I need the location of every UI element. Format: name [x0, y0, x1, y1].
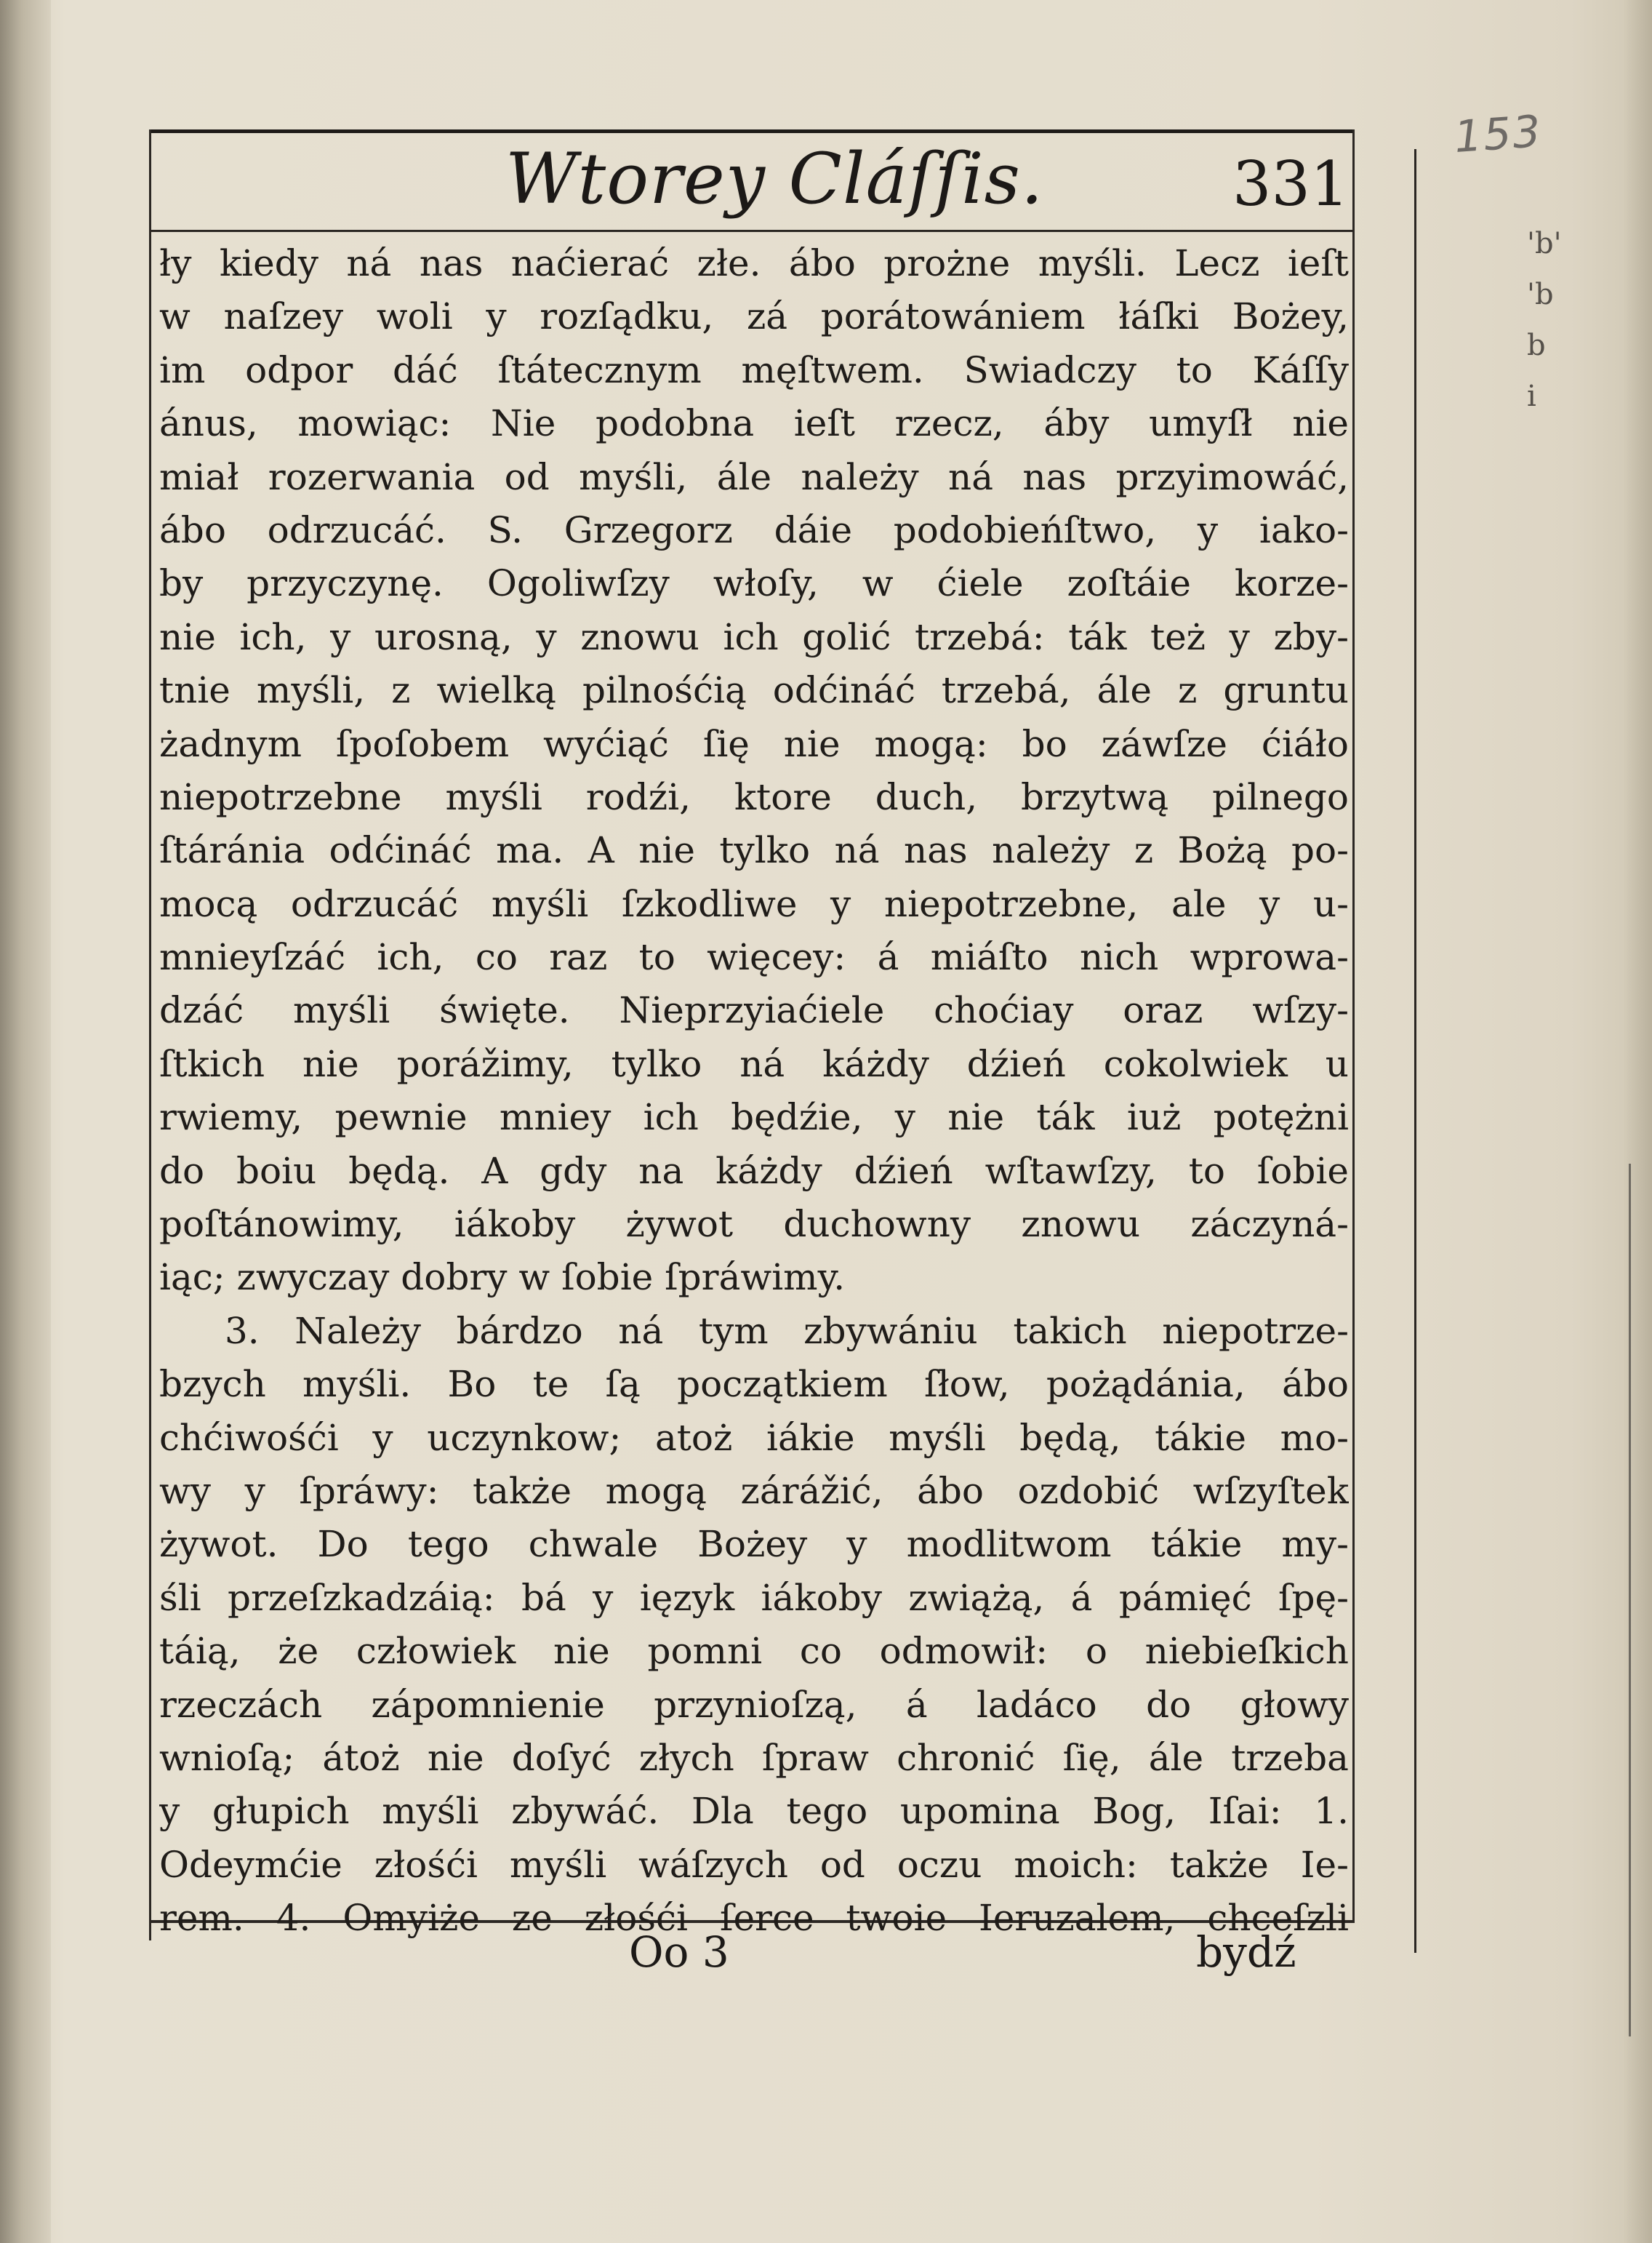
text-line: niepotrzebne myśli rodźi, ktore duch, brzytwą pilnego	[159, 775, 1349, 818]
text-line: ły kiedy ná nas naćierać złe. ábo prożne myśli. Lecz ieſt	[159, 242, 1349, 284]
text-line: ábo odrzucáć. S. Grzegorz dáie podobieńſtwo, y iako-	[159, 508, 1349, 551]
margin-mark: i	[1527, 380, 1536, 413]
text-line: rwiemy, pewnie mniey ich będźie, y nie ták iuż potężni	[159, 1096, 1349, 1139]
margin-mark: b	[1527, 329, 1546, 362]
text-line: dzáć myśli święte. Nieprzyiaćiele choćiay oraz wſzy-	[159, 989, 1349, 1032]
text-line: mocą odrzucáć myśli ſzkodliwe y niepotrzebne, ale y u-	[159, 882, 1349, 925]
text-line: bzych myśli. Bo te ſą początkiem ſłow, pożądánia, ábo	[159, 1363, 1349, 1406]
text-line: wy y ſpráwy: także mogą zárážić, ábo ozdobić wſzyſtek	[159, 1469, 1349, 1512]
catchword: bydź	[1196, 1927, 1296, 1977]
page-edge-shadow	[1623, 0, 1652, 2243]
text-line: im odpor dáć ſtátecznym męſtwem. Swiadczy to Káſſy	[159, 348, 1349, 391]
text-line: rzeczách zápomnienie przynioſzą, á ladáco do głowy	[159, 1683, 1349, 1726]
text-line: śli przeſzkadzáią: bá y ięzyk iákoby zwiążą, á pámięć ſpę-	[159, 1576, 1349, 1619]
text-line: żywot. Do tego chwale Bożey y modlitwom tákie my-	[159, 1523, 1349, 1566]
text-line: Odeymćie złośći myśli wáſzych od oczu moich: także Ie-	[159, 1843, 1349, 1886]
signature-mark: Oo 3	[629, 1927, 729, 1977]
text-frame	[149, 129, 1355, 1955]
text-line: do boiu będą. A gdy na káżdy dźień wſtawſzy, to ſobie	[159, 1149, 1349, 1192]
text-line: wnioſą; átoż nie doſyć złych ſpraw chronić ſię, ále trzeba	[159, 1736, 1349, 1779]
text-line: ſtkich nie porážimy, tylko ná káżdy dźień cokolwiek u	[159, 1042, 1349, 1085]
text-line: mnieyſzáć ich, co raz to więcey: á miáſto nich wprowa-	[159, 936, 1349, 979]
text-line: w naſzey woli y rozſądku, zá porátowániem łáſki Bożey,	[159, 295, 1349, 338]
text-line: ſtáránia odćináć ma. A nie tylko ná nas należy z Bożą po-	[159, 829, 1349, 872]
page-number: 331	[1232, 148, 1350, 220]
text-line: 3. Należy bárdzo ná tym zbywániu takich niepotrze-	[225, 1309, 1349, 1352]
frame-rule-left	[149, 129, 151, 1940]
text-line: żadnym ſpoſobem wyćiąć ſię nie mogą: bo záwſze ćiáło	[159, 722, 1349, 765]
margin-mark: 'b	[1527, 278, 1554, 311]
folio-note: 153	[1452, 105, 1544, 164]
text-line: táią, że człowiek nie pomni co odmowił: o niebieſkich	[159, 1630, 1349, 1673]
text-line: y głupich myśli zbywáć. Dla tego upomina Bog, Iſai: 1.	[159, 1790, 1349, 1833]
text-line: miał rozerwania od myśli, ále należy ná nas przyimowáć,	[159, 455, 1349, 498]
margin-mark: 'b'	[1527, 227, 1562, 260]
margin-rule	[1414, 149, 1416, 1953]
body-text	[159, 237, 1349, 1946]
text-line: tnie myśli, z wielką pilnośćią odćináć trzebá, ále z gruntu	[159, 669, 1349, 712]
frame-rule-top	[149, 129, 1355, 133]
margin-rule-outer	[1629, 1164, 1631, 2036]
running-head-title: Wtorey Cláſſis.	[505, 138, 1044, 220]
margin-marks	[1527, 218, 1562, 422]
text-line: by przyczynę. Ogoliwſzy włoſy, w ćiele zoſtáie korze-	[159, 562, 1349, 605]
text-line: ánus, mowiąc: Nie podobna ieſt rzecz, áby umyſł nie	[159, 402, 1349, 445]
book-gutter	[0, 0, 51, 2243]
text-line: iąc; zwyczay dobry w ſobie ſpráwimy.	[159, 1256, 846, 1299]
frame-rule-right	[1352, 129, 1355, 1920]
page-footer	[149, 1927, 1355, 2000]
running-head	[149, 137, 1355, 231]
text-line: poſtánowimy, iákoby żywot duchowny znowu záczyná-	[159, 1203, 1349, 1246]
text-line: chćiwośći y uczynkow; atoż iákie myśli będą, tákie mo-	[159, 1416, 1349, 1459]
text-line: rem. 4. Omyiże ze złośći ſerce twoie Ieruzalem, chceſzli	[159, 1897, 1349, 1940]
text-line: nie ich, y urosną, y znowu ich golić trzebá: ták też y zby-	[159, 615, 1349, 658]
